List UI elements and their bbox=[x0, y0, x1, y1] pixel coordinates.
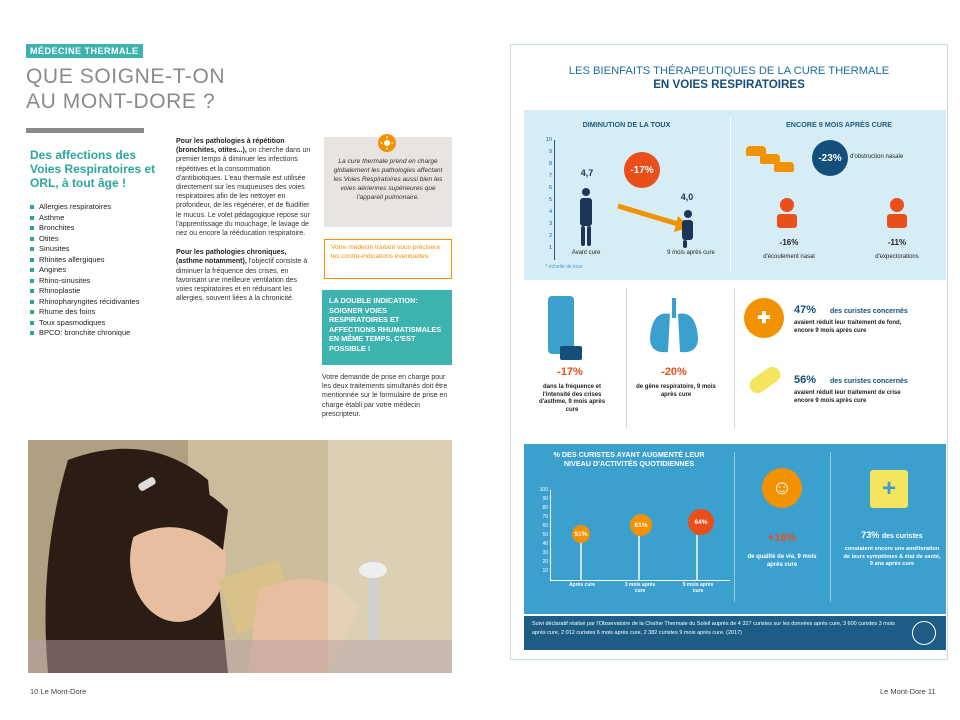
car-icon-3 bbox=[774, 162, 794, 172]
lungs-icon bbox=[648, 298, 700, 356]
arrow-icon bbox=[616, 202, 691, 232]
person-leg2-before bbox=[587, 226, 591, 246]
activities-y-axis bbox=[536, 487, 548, 580]
subtitle: Des affections des Voies Respiratoires et ORL, à tout âge ! bbox=[30, 148, 156, 190]
activities-x-labels bbox=[550, 582, 730, 602]
title-underline bbox=[26, 128, 144, 133]
cough-tick-label: 5 bbox=[548, 197, 552, 203]
panel-divider-bottom-2 bbox=[830, 452, 831, 602]
condition-item: Sinusites bbox=[30, 244, 180, 255]
cough-axis-line bbox=[554, 140, 555, 260]
runny-nose-icon bbox=[780, 198, 794, 212]
quote-box bbox=[324, 137, 452, 227]
contraindication-note: Votre médecin traitant vous précisera les contre-indications éventuelles. bbox=[324, 239, 452, 279]
activities-tick-label: 70 bbox=[542, 514, 548, 520]
condition-item: Rhinopharyngites récidivantes bbox=[30, 297, 180, 308]
condition-item: Bronchites bbox=[30, 223, 180, 234]
coughing-person-body bbox=[887, 214, 907, 228]
person-head-after bbox=[684, 210, 692, 218]
activity-x-label: 9 mois après cure bbox=[682, 582, 714, 594]
cough-tick-label: 6 bbox=[548, 185, 552, 191]
cough-title-a: DIMINUTION DE bbox=[582, 120, 640, 129]
section-tag: MÉDECINE THERMALE bbox=[26, 44, 143, 58]
column-divider-2 bbox=[734, 288, 735, 428]
activity-x-label: Après cure bbox=[568, 582, 596, 588]
obstruction-badge: -23% bbox=[812, 140, 848, 176]
source-text: Suivi déclaratif réalisé par l'Observatoire de la Chaîne Thermale du Soleil auprès de 4 327 curistes sur les données après cure, 3 600 curistes 3 mois après cure, 2 012 curistes 6 mois après cure, 2 382 curistes 9 mois après cure. (2017) bbox=[532, 621, 895, 636]
crise-label-a: des curistes concernés bbox=[830, 378, 908, 385]
ecoulement-pct: -16% bbox=[779, 238, 799, 247]
cough-before-value: 4,7 bbox=[580, 168, 594, 178]
activities-tick-label: 100 bbox=[539, 487, 548, 493]
source-note bbox=[524, 616, 946, 650]
asthme-label: dans la fréquence et l'intensité des crises d'asthme, 9 mois après cure bbox=[538, 384, 606, 413]
cough-before-label: Avant cure bbox=[571, 250, 601, 256]
activities-tick-label: 60 bbox=[542, 523, 548, 529]
crise-pct: 56% bbox=[794, 374, 817, 386]
condition-item: Toux spasmodiques bbox=[30, 318, 180, 329]
activities-baseline bbox=[550, 580, 730, 581]
paragraph-chronic-lead: Pour les pathologies chroniques, (asthme notamment), bbox=[176, 249, 287, 266]
crise-label-b: avaient réduit leur traitement de crise encore 9 mois après cure bbox=[794, 390, 901, 404]
column-divider bbox=[626, 288, 627, 428]
activities-bars bbox=[550, 490, 730, 580]
sante-pct: 73% bbox=[861, 530, 880, 540]
sun-icon bbox=[378, 134, 396, 152]
cough-tick-label: 8 bbox=[548, 161, 552, 167]
patient-photo bbox=[28, 440, 452, 673]
paragraph-repetition-lead: Pour les pathologies à répétition (bronchites, otites...), bbox=[176, 138, 285, 155]
smiley-icon: ☺ bbox=[762, 468, 802, 508]
condition-item: Rhinoplastie bbox=[30, 286, 180, 297]
cough-tick-label: 2 bbox=[548, 233, 552, 239]
activities-title bbox=[524, 450, 734, 468]
cough-tick-label: 9 bbox=[548, 149, 552, 155]
infographic-title-line-1: LES BIENFAITS THÉRAPEUTIQUES DE LA CURE THERMALE bbox=[568, 65, 890, 77]
infographic-title bbox=[510, 64, 948, 92]
cough-tick-label: 1 bbox=[548, 245, 552, 251]
activity-value-badge: 51% bbox=[572, 525, 590, 543]
inhaler-mouthpiece bbox=[560, 346, 582, 360]
activity-bar bbox=[696, 535, 698, 580]
condition-item: BPCO: bronchite chronique bbox=[30, 328, 180, 339]
condition-item: Allergies respiratoires bbox=[30, 202, 180, 213]
medicine-bottle-icon: ✚ bbox=[744, 298, 784, 338]
asthme-pct: -17% bbox=[557, 366, 583, 378]
qualite-label: de qualité de vie, 9 mois après cure bbox=[747, 554, 817, 568]
expectoration-label: d'expectorations bbox=[875, 254, 919, 260]
activities-tick-label: 30 bbox=[542, 550, 548, 556]
cough-title-b: LA TOUX bbox=[639, 120, 671, 129]
panel-divider bbox=[730, 118, 731, 272]
double-indication-box: LA DOUBLE INDICATION: SOIGNER VOIES RESPIRATOIRES ET AFFECTIONS RHUMATISMALES EN MÊME TEMPS, C'EST POSSIBLE ! bbox=[322, 290, 452, 365]
person-body-after bbox=[682, 220, 693, 240]
cough-scale-note: * échelle de toux bbox=[545, 264, 583, 270]
fond-label-b: avaient réduit leur traitement de fond, encore 9 mois après cure bbox=[794, 320, 902, 334]
condition-item: Rhino-sinusites bbox=[30, 276, 180, 287]
activity-value-badge: 61% bbox=[630, 514, 652, 536]
paragraph-repetition bbox=[176, 137, 311, 238]
sante-label-b: constatent encore une amélioration de leurs symptômes & état de santé, 9 ans après cure bbox=[843, 546, 941, 567]
sante-label-a: des curistes bbox=[881, 533, 923, 540]
condition-item: Angines bbox=[30, 265, 180, 276]
condition-item: Otites bbox=[30, 234, 180, 245]
condition-item: Rhume des foins bbox=[30, 307, 180, 318]
activity-bar bbox=[580, 543, 582, 580]
coughing-person-icon bbox=[890, 198, 904, 212]
fond-label-a: des curistes concernés bbox=[830, 308, 908, 315]
cough-reduction-badge: -17% bbox=[624, 152, 660, 188]
activities-title-a: % DES CURISTES AYANT AUGMENTÉ LEUR bbox=[553, 450, 705, 459]
sante-heading bbox=[842, 530, 942, 540]
activity-bar bbox=[638, 536, 640, 580]
activities-panel bbox=[524, 444, 946, 614]
infographic-title-line-2: EN VOIES RESPIRATOIRES bbox=[653, 78, 805, 91]
cough-tick-label: 10 bbox=[545, 137, 552, 143]
cough-y-axis bbox=[545, 137, 554, 260]
health-cross-icon: + bbox=[870, 470, 908, 508]
condition-item: Asthme bbox=[30, 213, 180, 224]
person-leg-after bbox=[683, 240, 687, 248]
expectoration-pct: -11% bbox=[887, 238, 907, 247]
qualite-pct: +16% bbox=[767, 532, 797, 544]
paragraph-repetition-text: on cherche dans un premier temps à diminuer les infections répétitives et la consommation d'antibiotiques. L'eau thermale est utilisée directement sur les muqueuses des voies respiratoires afin de les nettoyer en profondeur, de les régénérer, et de fluidifier le mucus. Le volet pédagogique repose sur l'apprentissage du mouchage, le lavage de nez ou encore la rééducation respiratoire. bbox=[176, 147, 311, 238]
cough-tick-label: 4 bbox=[548, 209, 552, 215]
runny-nose-body bbox=[777, 214, 797, 228]
activities-tick-label: 10 bbox=[542, 568, 548, 574]
cough-after-value: 4,0 bbox=[680, 192, 694, 202]
page-title bbox=[26, 64, 276, 114]
person-leg-before bbox=[581, 226, 585, 246]
fond-pct: 47% bbox=[794, 304, 817, 316]
activities-tick-label: 50 bbox=[542, 532, 548, 538]
activities-tick-label: 40 bbox=[542, 541, 548, 547]
page-number-right: Le Mont-Dore 11 bbox=[880, 687, 936, 696]
nine-months-title: ENCORE 9 MOIS APRÈS CURE bbox=[786, 120, 892, 129]
cough-tick-label: 7 bbox=[548, 173, 552, 179]
sun-logo-icon bbox=[912, 621, 936, 645]
person-head-before bbox=[582, 188, 590, 196]
gene-label: de gêne respiratoire, 9 mois après cure bbox=[636, 384, 716, 398]
body-column-3: Votre demande de prise en charge pour les deux traitements simultanés doit être mentionnée sur le formulaire de prise en charge établi par votre médecin prescripteur. bbox=[322, 374, 448, 418]
activities-title-b: NIVEAU D'ACTIVITÉS QUOTIDIENNES bbox=[563, 459, 695, 468]
paragraph-chronic-text: l'objectif consiste à diminuer la fréquence des crises, en favorisant une meilleure ventilation des voies respiratoires et en réduisant les allergies, souvent liées à la chronicité. bbox=[176, 258, 308, 303]
cough-after-label: 9 mois après cure bbox=[667, 250, 715, 256]
activities-tick-label: 90 bbox=[542, 496, 548, 502]
cough-title bbox=[524, 120, 729, 129]
activities-tick-label: 20 bbox=[542, 559, 548, 565]
cough-panel bbox=[524, 110, 946, 280]
person-body-before bbox=[580, 198, 592, 226]
page-number-left: 10 Le Mont-Dore bbox=[30, 687, 87, 696]
quote-text: La cure thermale prend en charge globalement les pathologies affectant les Voies Respiratoires aussi bien les voies aériennes supérieures que l'appareil pulmonaire. bbox=[333, 158, 443, 201]
body-column-2 bbox=[176, 137, 311, 313]
activity-x-label: 3 mois après cure bbox=[624, 582, 656, 594]
activities-tick-label: 80 bbox=[542, 505, 548, 511]
obstruction-label: d'obstruction nasale bbox=[850, 154, 904, 160]
cough-tick-label: 3 bbox=[548, 221, 552, 227]
activity-value-badge: 64% bbox=[688, 509, 714, 535]
gene-pct: -20% bbox=[661, 366, 687, 378]
title-line-1: QUE SOIGNE-T-ON bbox=[26, 65, 226, 88]
panel-divider-bottom bbox=[734, 452, 735, 602]
ecoulement-label: d'écoulement nasal bbox=[763, 254, 815, 260]
title-line-2: AU MONT-DORE ? bbox=[26, 90, 216, 113]
condition-item: Rhinites allergiques bbox=[30, 255, 180, 266]
paragraph-chronic bbox=[176, 248, 311, 303]
conditions-list bbox=[30, 202, 180, 339]
